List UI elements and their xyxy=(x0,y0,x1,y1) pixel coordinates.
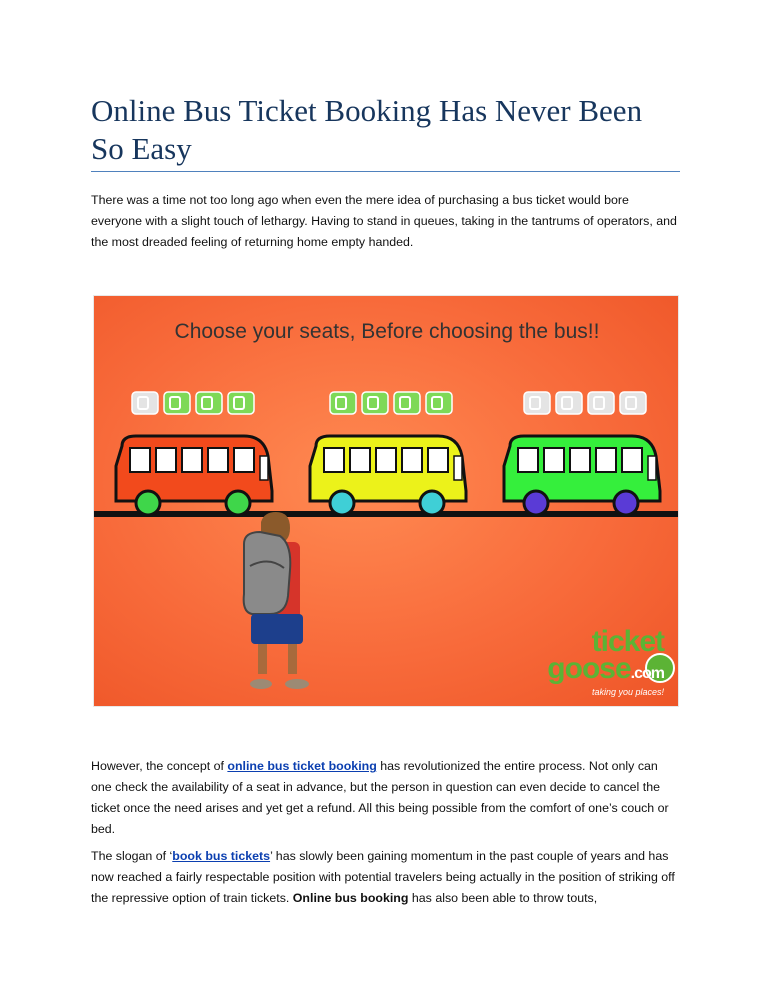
bus-wheel xyxy=(524,491,548,515)
bus-window xyxy=(376,448,396,472)
logo-word-goose: goose xyxy=(547,652,631,685)
para3-text-end: has also been able to throw touts, xyxy=(408,891,598,905)
bus-window xyxy=(324,448,344,472)
bus-window xyxy=(156,448,176,472)
bus-window xyxy=(208,448,228,472)
para2-text-end: has revolutionized the entire process. Not only can one check the availability of a seat in advance, but the person in question can even decide to cancel the ticket once the need arises and yet get a refund. All this being possible from the comfort of one’s couch or bed. xyxy=(91,759,669,836)
seat-icon xyxy=(426,392,452,414)
bus-wheel xyxy=(420,491,444,515)
intro-paragraph: There was a time not too long ago when even the mere idea of purchasing a bus ticket would bore everyone with a slight touch of lethargy. Having to stand in queues, taking in the tantrums of operators, and the most dreaded feeling of returning home empty handed. xyxy=(91,193,677,249)
body-paragraph-3 xyxy=(91,846,681,909)
road-line xyxy=(94,511,679,517)
bus-window xyxy=(544,448,564,472)
person-leg xyxy=(258,644,267,674)
bus-wheel xyxy=(614,491,638,515)
seat-icon xyxy=(620,392,646,414)
seat-icon xyxy=(132,392,158,414)
seat-icon xyxy=(524,392,550,414)
book-bus-tickets-link[interactable]: book bus tickets xyxy=(172,849,271,863)
seat-icon xyxy=(228,392,254,414)
illustration-headline: Choose your seats, Before choosing the bus!! xyxy=(174,320,600,343)
ticketgoose-logo xyxy=(547,625,664,698)
person-shorts xyxy=(251,614,303,644)
bus-wheel xyxy=(136,491,160,515)
body-paragraph-2 xyxy=(91,756,681,840)
bus-wheel xyxy=(226,491,250,515)
online-bus-booking-bold: Online bus booking xyxy=(292,891,409,905)
seat-icon xyxy=(196,392,222,414)
bus-window xyxy=(518,448,538,472)
bus-window xyxy=(622,448,642,472)
logo-tagline: taking you places! xyxy=(591,687,664,697)
logo-word-ticket: ticket xyxy=(591,625,664,658)
seat-icon xyxy=(330,392,356,414)
person-shoe xyxy=(285,679,309,689)
person-leg xyxy=(288,644,297,674)
bus-window xyxy=(234,448,254,472)
seat-icon xyxy=(588,392,614,414)
bus-window xyxy=(596,448,616,472)
bus-window xyxy=(402,448,422,472)
online-bus-ticket-booking-link[interactable]: online bus ticket booking xyxy=(227,759,377,773)
logo-suffix: .com xyxy=(630,665,664,682)
bus-window xyxy=(182,448,202,472)
para3-text-middle: ’ has slowly been gaining momentum in the past couple of years and has now reached a fairly respectable position with potential travelers being actually in the position of striking off the repressive option of train tickets. xyxy=(91,849,675,905)
bus-front-window xyxy=(454,456,462,480)
bus-window xyxy=(130,448,150,472)
seat-icon xyxy=(164,392,190,414)
para3-text-start: The slogan of ‘ xyxy=(91,849,173,863)
bus-wheel xyxy=(330,491,354,515)
seat-icon xyxy=(556,392,582,414)
seat-icon xyxy=(394,392,420,414)
person-backpack xyxy=(244,532,291,614)
para2-text-start: However, the concept of xyxy=(91,759,228,773)
bus-window xyxy=(428,448,448,472)
bus-front-window xyxy=(648,456,656,480)
bus-window xyxy=(350,448,370,472)
title-divider xyxy=(91,171,680,172)
seat-icon xyxy=(362,392,388,414)
page-title: Online Bus Ticket Booking Has Never Been So Easy xyxy=(91,93,643,166)
hero-illustration xyxy=(93,295,679,707)
bus-window xyxy=(570,448,590,472)
bus-front-window xyxy=(260,456,268,480)
person-shoe xyxy=(250,679,272,689)
